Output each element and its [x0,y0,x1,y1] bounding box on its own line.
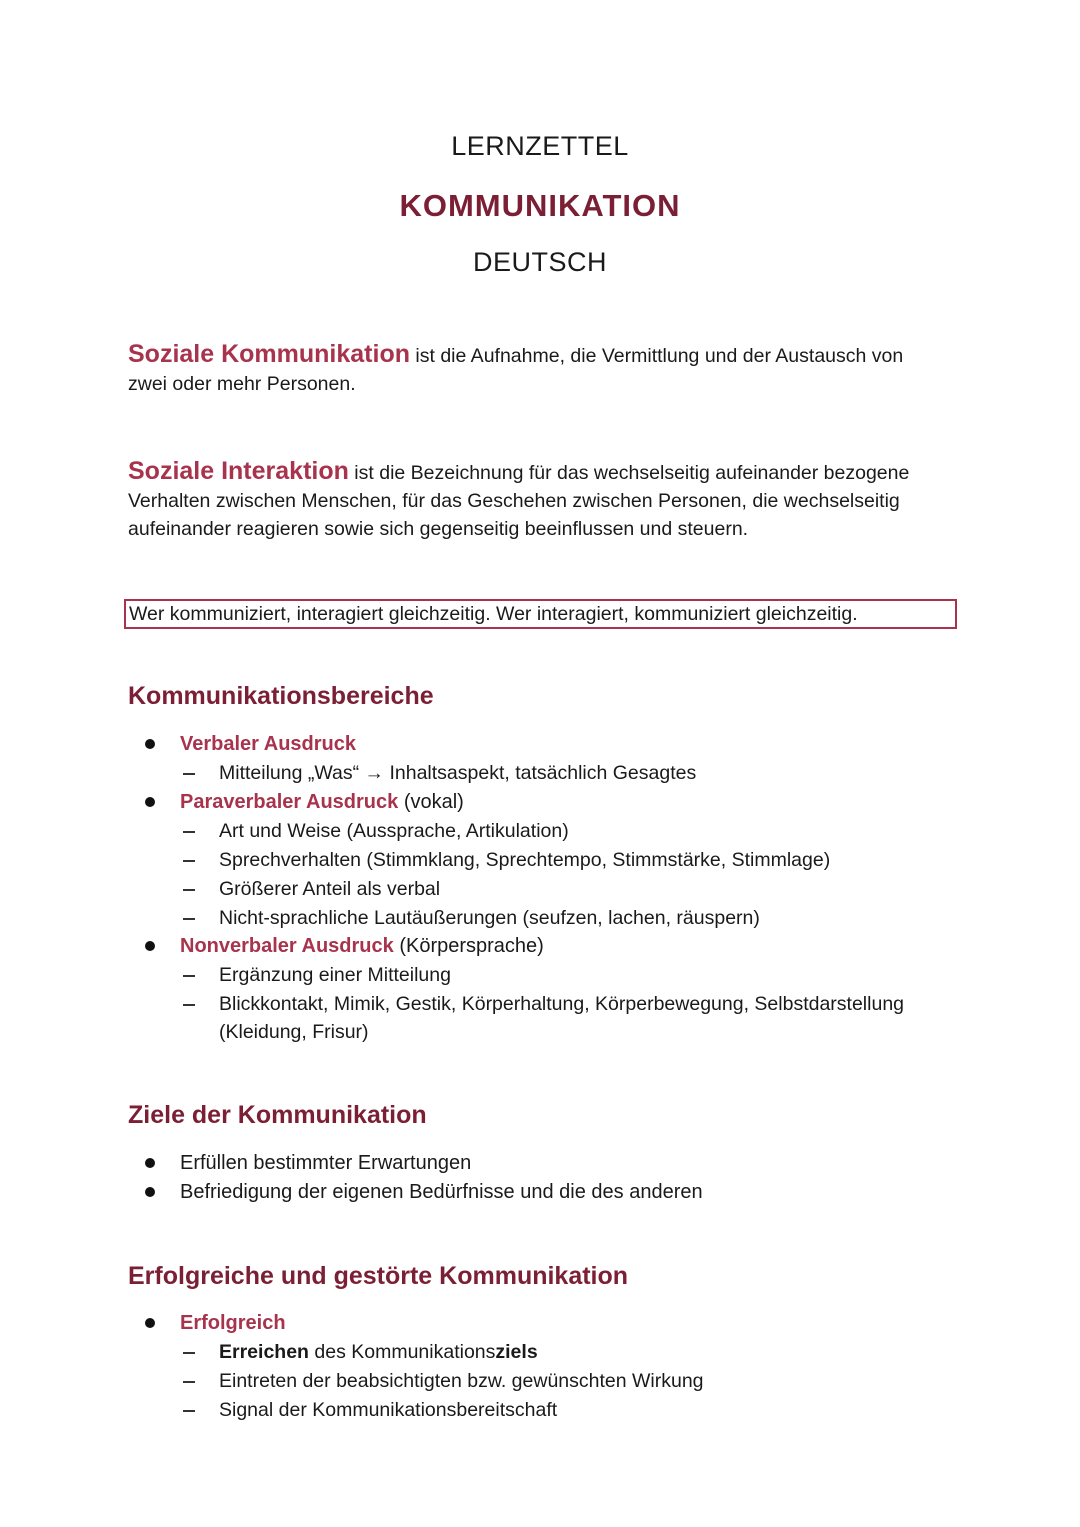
sub-item: Mitteilung „Was“ → Inhaltsaspekt, tatsächlich Gesagtes [219,762,697,784]
list-item-erfolgreich: Erfolgreich [180,1312,286,1334]
sub-item: Blickkontakt, Mimik, Gestik, Körperhaltung, Körperbewegung, Selbstdarstellung (Kleidung, Frisur) [219,993,905,1043]
bullet-icon [145,797,155,807]
list-item: Befriedigung der eigenen Bedürfnisse und die des anderen [180,1181,703,1203]
dash-icon [183,860,195,862]
definition-term: Soziale Interaktion [128,457,349,485]
list-item-label: Nonverbaler Ausdruck [180,935,394,957]
header-subject: DEUTSCH [472,247,607,277]
boxed-statement: Wer kommuniziert, interagiert gleichzeitig. Wer interagiert, kommuniziert gleichzeitig. [124,599,957,629]
list-item: Erfüllen bestimmter Erwartungen [180,1152,472,1174]
sub-item: Sprechverhalten (Stimmklang, Sprechtempo, Stimmstärke, Stimmlage) [219,849,831,871]
header-title: KOMMUNIKATION [399,188,681,223]
dash-icon [183,773,195,775]
list-item-suffix: (Körpersprache) [393,935,544,957]
sub-item: Nicht-sprachliche Lautäußerungen (seufzen, lachen, räuspern) [219,907,760,929]
definition-interaktion [128,457,938,543]
list-item-paraverbal [180,788,464,816]
sub-item: Signal der Kommunikationsbereitschaft [219,1399,558,1421]
bold-text: ziels [495,1341,538,1363]
sub-item [219,1338,939,1366]
list-item-label: Paraverbaler Ausdruck [180,791,399,813]
dash-icon [183,831,195,833]
dash-icon [183,1352,195,1354]
definition-text: ist die Aufnahme, die Vermittlung und der Austausch von zwei oder mehr Personen. [128,345,904,395]
bullet-icon [145,941,155,951]
dash-icon [183,889,195,891]
bullet-icon [145,739,155,749]
definition-kommunikation [128,340,938,398]
section-title-ziele: Ziele der Kommunikation [128,1101,427,1129]
dash-icon [183,1410,195,1412]
sub-item: Ergänzung einer Mitteilung [219,964,451,986]
list-item-verbal: Verbaler Ausdruck [180,733,357,755]
dash-icon [183,1381,195,1383]
bullet-icon [145,1158,155,1168]
bullet-icon [145,1187,155,1197]
sub-item: Eintreten der beabsichtigten bzw. gewünschten Wirkung [219,1370,704,1392]
section-title-erfolg: Erfolgreiche und gestörte Kommunikation [128,1262,629,1290]
sub-item: Art und Weise (Aussprache, Artikulation) [219,820,569,842]
plain-text: des Kommunikations [308,1341,496,1363]
section-title-bereiche: Kommunikationsbereiche [128,682,434,710]
sub-item: Größerer Anteil als verbal [219,878,441,900]
bullet-icon [145,1318,155,1328]
list-item-nonverbal [180,932,544,960]
dash-icon [183,1004,195,1006]
definition-term: Soziale Kommunikation [128,340,410,368]
dash-icon [183,975,195,977]
bold-text: Erreichen [219,1341,309,1363]
definition-text: ist die Bezeichnung für das wechselseitig aufeinander bezogene Verhalten zwischen Menschen, für das Geschehen zwischen Personen, die wechselseitig aufeinander reagieren sowie sich gegenseitig beeinflussen und steuern. [128,462,910,540]
list-item-suffix: (vokal) [398,791,464,813]
header-lernzettel: LERNZETTEL [451,131,629,161]
dash-icon [183,918,195,920]
